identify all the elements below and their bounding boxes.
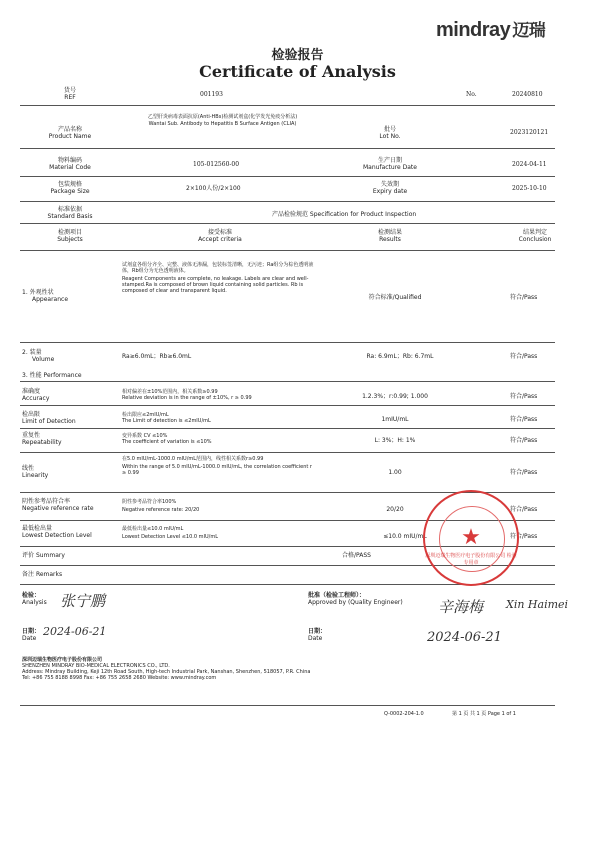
analysis-label — [22, 592, 47, 606]
divider — [20, 148, 555, 149]
linearity-subject — [22, 465, 117, 479]
divider — [20, 201, 555, 202]
lowest-subject-cn: 最低检出量 — [22, 525, 53, 532]
volume-result: Ra: 6.9mL；Rb: 6.7mL — [366, 353, 434, 360]
material-label-en: Material Code — [49, 164, 91, 171]
material-value: 105-012560-00 — [193, 161, 240, 168]
lod-criteria-cn: 检出限应≤2mIU/mL — [122, 412, 169, 418]
no-value: 20240810 — [512, 91, 543, 98]
appearance-criteria — [122, 262, 317, 294]
performance-subject: 3. 性能 Performance — [22, 372, 82, 379]
lowest-criteria — [122, 526, 322, 540]
header-conclusion — [495, 229, 575, 243]
lot-label-en: Lot No. — [379, 133, 401, 140]
expiry-date-label-cn: 失效期 — [380, 181, 399, 188]
accuracy-subject-en: Accuracy — [22, 395, 50, 402]
volume-conclusion: 符合/Pass — [510, 353, 538, 360]
approved-label-cn: 批准（检验工程师）： — [308, 592, 366, 599]
linearity-criteria-cn: 在5.0 mIU/mL-1000.0 mIU/mL范围内，线性相关系数r≥0.99 — [122, 456, 264, 462]
lod-criteria-en: The Limit of detection is ≤2mIU/mL — [122, 418, 211, 424]
linearity-result: 1.00 — [388, 469, 402, 476]
footer-doc-no: Q-0002-204-1.0 — [384, 711, 424, 717]
volume-subject-cn: 2. 装量 — [22, 349, 42, 356]
accuracy-criteria — [122, 389, 322, 401]
material-label — [25, 157, 115, 171]
divider — [20, 176, 555, 177]
summary-label-en: Summary — [35, 552, 65, 559]
header-results-en: Results — [379, 236, 401, 243]
lowest-criteria-cn: 最低检出量≤10.0 mIU/mL — [122, 526, 184, 532]
negative-conclusion: 符合/Pass — [510, 506, 538, 513]
repeatability-subject — [22, 432, 117, 446]
linearity-subject-cn: 线性 — [22, 465, 35, 472]
approved-signature-cn: 辛海梅 — [438, 598, 484, 616]
header-criteria — [160, 229, 280, 243]
negative-subject-en: Negative reference rate — [22, 505, 94, 512]
lowest-criteria-en: Lowest Detection Level ≤10.0 mIU/mL — [122, 534, 219, 540]
header-criteria-en: Accept criteria — [198, 236, 242, 243]
divider — [20, 428, 555, 429]
repeatability-criteria-cn: 变异系数 CV ≤10% — [122, 433, 168, 439]
manufacture-date-value: 2024-04-11 — [512, 161, 547, 168]
accuracy-criteria-cn: 相对偏差在±10%范围内，相关系数≥0.99 — [122, 389, 218, 395]
header-criteria-cn: 接受标准 — [207, 229, 232, 236]
appearance-criteria-en: Reagent Components are complete, no leakage. Labels are clear and well-stamped.Ra is composed of brown liquid containing solid particles. Rb is composed of clear and transparent liquid. — [122, 276, 309, 294]
repeatability-subject-cn: 重复性 — [22, 432, 41, 439]
date-left-label-cn: 日期： — [22, 628, 41, 635]
footer-address: Address: Mindray Building, Keji 12th Road South, High-tech Industrial Park, Nanshan, Shenzhen, 518057, P.R. China — [22, 669, 311, 675]
date-left-value: 2024-06-21 — [43, 625, 107, 638]
ref-label-cn: 货号 — [63, 87, 76, 94]
volume-subject-en: Volume — [32, 356, 55, 363]
logo-brand: mindray — [436, 19, 511, 41]
appearance-conclusion: 符合/Pass — [510, 294, 538, 301]
manufacture-date-label-en: Manufacture Date — [363, 164, 417, 171]
divider — [20, 342, 555, 343]
date-right-label-en: Date — [308, 635, 323, 642]
accuracy-conclusion: 符合/Pass — [510, 393, 538, 400]
approved-label-en: Approved by (Quality Engineer) — [308, 599, 403, 606]
lod-subject-en: Limit of Detection — [22, 418, 76, 425]
star-icon: ★ — [461, 525, 481, 550]
negative-criteria-en: Negative reference rate: 20/20 — [122, 507, 200, 513]
standard-label-en: Standard Basis — [47, 213, 93, 220]
expiry-date-value: 2025-10-10 — [512, 185, 547, 192]
repeatability-criteria-en: The coefficient of variation is ≤10% — [122, 439, 212, 445]
lod-subject — [22, 411, 117, 425]
package-value: 2×100人份/2×100 — [186, 185, 241, 192]
product-name — [115, 114, 330, 127]
approved-label — [308, 592, 403, 606]
repeatability-subject-en: Repeatability — [22, 439, 62, 446]
lowest-subject — [22, 525, 122, 539]
lot-value: 2023120121 — [510, 129, 549, 136]
material-label-cn: 物料编码 — [57, 157, 82, 164]
ref-label — [25, 87, 115, 101]
header-subjects — [25, 229, 115, 243]
product-label-cn: 产品名称 — [57, 126, 82, 133]
negative-criteria — [122, 499, 322, 513]
remarks-label-en: Remarks — [35, 571, 63, 578]
footer — [22, 657, 552, 681]
date-right-label — [308, 628, 326, 642]
title-en: Certificate of Analysis — [199, 62, 396, 81]
repeatability-conclusion: 符合/Pass — [510, 437, 538, 444]
accuracy-subject — [22, 388, 117, 402]
lot-label-cn: 批号 — [383, 126, 396, 133]
package-label-en: Package Size — [50, 188, 90, 195]
repeatability-result: L: 3%；H: 1% — [374, 437, 416, 444]
accuracy-result: 1.2.3%；r:0.99; 1.000 — [362, 393, 428, 400]
header-results — [350, 229, 430, 243]
date-right-label-cn: 日期： — [308, 628, 327, 635]
lowest-subject-en: Lowest Detection Level — [22, 532, 92, 539]
expiry-date-label — [345, 181, 435, 195]
lod-criteria — [122, 412, 322, 424]
product-label-en: Product Name — [48, 133, 92, 140]
accuracy-criteria-en: Relative deviation is in the range of ±10%, r ≥ 0.99 — [122, 395, 252, 401]
package-label — [25, 181, 115, 195]
remarks-label-cn: 备注 — [22, 571, 35, 578]
appearance-subject-cn: 1. 外观性状 — [22, 289, 54, 296]
footer-company-en: SHENZHEN MINDRAY BIO-MEDICAL ELECTRONICS CO., LTD. — [22, 663, 170, 669]
lowest-result: ≤10.0 mIU/mL — [383, 533, 427, 540]
divider — [20, 223, 555, 224]
no-label: No. — [466, 91, 477, 98]
footer-page: 第 1 页 共 1 页 Page 1 of 1 — [452, 711, 516, 717]
remarks-label — [22, 571, 62, 578]
summary-label-cn: 评价 — [22, 552, 35, 559]
negative-subject-cn: 阴性参考品符合率 — [22, 498, 71, 505]
product-label — [25, 126, 115, 140]
standard-label — [25, 206, 115, 220]
divider — [20, 405, 555, 406]
inspection-stamp — [423, 490, 519, 586]
summary-value: 合格/PASS — [342, 552, 371, 559]
header-conclusion-en: Conclusion — [518, 236, 552, 243]
analysis-signature: 张宁鹏 — [60, 592, 106, 610]
volume-subject — [22, 349, 122, 363]
standard-value: 产品检验规范 Specification for Product Inspection — [272, 211, 417, 218]
analysis-label-en: Analysis — [22, 599, 47, 606]
ref-label-en: REF — [64, 94, 76, 101]
negative-criteria-cn: 阴性参考品符合率100% — [122, 499, 177, 505]
divider — [20, 250, 555, 251]
footer-contact: Tel: +86 755 8188 8998 Fax: +86 755 2658 2680 Website: www.mindray.com — [22, 675, 217, 681]
appearance-criteria-cn: 试剂盒各组分齐全、完整、液体无渗漏，包装标签清晰，无污迹；Ra组分为棕色透明液体，Rb组分为无色透明液体。 — [122, 262, 314, 274]
manufacture-date-label-cn: 生产日期 — [377, 157, 402, 164]
title-cn: 检验报告 — [271, 48, 324, 63]
accuracy-subject-cn: 准确度 — [22, 388, 41, 395]
manufacture-date-label — [345, 157, 435, 171]
divider — [20, 452, 555, 453]
header-subjects-cn: 检测项目 — [57, 229, 82, 236]
date-right-value: 2024-06-21 — [427, 630, 502, 645]
standard-label-cn: 标准依据 — [57, 206, 82, 213]
analysis-label-cn: 检验： — [22, 592, 41, 599]
repeatability-criteria — [122, 433, 322, 445]
linearity-criteria-en: Within the range of 5.0 mIU/mL-1000.0 mIU/mL, the correlation coefficient r ≥ 0.99 — [122, 464, 312, 476]
date-left-label — [22, 628, 40, 642]
package-label-cn: 包装规格 — [57, 181, 82, 188]
divider — [20, 105, 555, 106]
expiry-date-label-en: Expiry date — [372, 188, 408, 195]
approved-signature-en: Xin Haimei — [506, 598, 569, 611]
logo-brand-cn: 迈瑞 — [512, 21, 546, 41]
appearance-subject — [22, 289, 122, 303]
stamp-text: 深圳迈瑞生物医疗电子股份有限公司 检验专用章 — [425, 553, 517, 566]
date-left-label-en: Date — [22, 635, 37, 642]
divider — [20, 705, 555, 706]
appearance-result: 符合标准/Qualified — [368, 294, 422, 301]
footer-company-cn: 深圳迈瑞生物医疗电子股份有限公司 — [22, 657, 103, 663]
header-subjects-en: Subjects — [57, 236, 83, 243]
linearity-subject-en: Linearity — [22, 472, 49, 479]
lod-result: 1mIU/mL — [381, 416, 409, 423]
lot-label — [345, 126, 435, 140]
ref-value: 001193 — [200, 91, 223, 98]
negative-subject — [22, 498, 122, 512]
linearity-criteria — [122, 456, 317, 476]
lod-conclusion: 符合/Pass — [510, 416, 538, 423]
company-logo — [436, 16, 545, 42]
negative-result: 20/20 — [386, 506, 404, 513]
header-results-cn: 检测结果 — [377, 229, 402, 236]
header-conclusion-cn: 结果判定 — [522, 229, 547, 236]
product-name-en: Wantai Sub. Antibody to Hepatitis B Surface Antigen (CLIA) — [148, 121, 297, 127]
volume-criteria: Ra≥6.0mL；Rb≥6.0mL — [122, 353, 192, 360]
appearance-subject-en: Appearance — [32, 296, 69, 303]
divider — [20, 381, 555, 382]
product-name-cn: 乙型肝炎病毒表面抗原(Anti-HBs)检测试剂盒(化学发光免疫分析法) — [147, 114, 298, 120]
linearity-conclusion: 符合/Pass — [510, 469, 538, 476]
lod-subject-cn: 检出限 — [22, 411, 41, 418]
summary-label — [22, 552, 65, 559]
lowest-conclusion: 符合/Pass — [510, 533, 538, 540]
